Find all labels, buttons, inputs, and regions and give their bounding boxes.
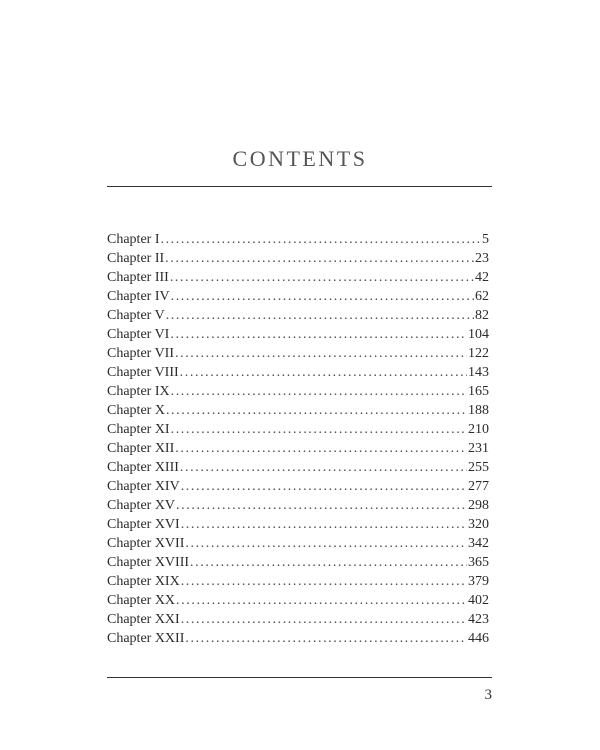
toc-leader-dots [176,496,467,515]
toc-chapter-label: Chapter IV [107,289,170,304]
toc-page-number: 255 [468,460,489,475]
toc-leader-dots [171,420,467,439]
toc-chapter-label: Chapter II [107,251,165,266]
toc-page-number: 62 [475,289,489,304]
toc-chapter-label: Chapter XIX [107,574,180,589]
toc-leader-dots [160,230,481,249]
toc-page-number: 298 [468,498,489,513]
toc-entry [107,572,489,591]
toc-entry [107,306,489,325]
toc-entry [107,382,489,401]
toc-leader-dots [176,591,467,610]
toc-page-number: 365 [468,555,489,570]
toc-entry [107,610,489,629]
toc-entry [107,230,489,249]
toc-chapter-label: Chapter XXII [107,631,185,646]
toc-page-number: 165 [468,384,489,399]
toc-entry [107,591,489,610]
toc-page-number: 122 [468,346,489,361]
toc-leader-dots [175,439,467,458]
toc-page-number: 402 [468,593,489,608]
toc-chapter-label: Chapter I [107,232,160,247]
toc-entry [107,420,489,439]
toc-page-number: 320 [468,517,489,532]
toc-leader-dots [181,515,467,534]
toc-page-number: 231 [468,441,489,456]
toc-entry [107,325,489,344]
toc-leader-dots [180,363,467,382]
toc-chapter-label: Chapter III [107,270,169,285]
toc-chapter-label: Chapter VI [107,327,170,342]
toc-entry [107,401,489,420]
page-title: CONTENTS [232,146,368,171]
toc-page-number: 379 [468,574,489,589]
toc-entry [107,534,489,553]
toc-entry [107,515,489,534]
toc-leader-dots [190,553,467,572]
toc-leader-dots [181,572,467,591]
toc-page-number: 104 [468,327,489,342]
toc-leader-dots [181,610,467,629]
toc-chapter-label: Chapter XIV [107,479,180,494]
toc-chapter-label: Chapter XVIII [107,555,190,570]
toc-entry [107,496,489,515]
toc-leader-dots [166,401,467,420]
toc-page-number: 446 [468,631,489,646]
toc-chapter-label: Chapter IX [107,384,170,399]
toc-leader-dots [180,458,467,477]
toc-chapter-label: Chapter XX [107,593,176,608]
toc-leader-dots [170,325,467,344]
toc-chapter-label: Chapter XXI [107,612,180,627]
toc-leader-dots [165,249,474,268]
toc-page-number: 82 [475,308,489,323]
toc-chapter-label: Chapter X [107,403,165,418]
toc-chapter-label: Chapter VIII [107,365,179,380]
table-of-contents [107,230,489,648]
toc-chapter-label: Chapter XV [107,498,176,513]
toc-chapter-label: Chapter XVII [107,536,185,551]
toc-leader-dots [175,344,467,363]
toc-page-number: 143 [468,365,489,380]
toc-page-number: 23 [475,251,489,266]
toc-leader-dots [166,306,474,325]
toc-leader-dots [185,534,467,553]
toc-entry [107,287,489,306]
toc-page-number: 5 [482,232,489,247]
toc-page-number: 342 [468,536,489,551]
toc-leader-dots [170,268,474,287]
toc-leader-dots [171,287,474,306]
toc-entry [107,344,489,363]
toc-page-number: 277 [468,479,489,494]
toc-page-number: 423 [468,612,489,627]
toc-chapter-label: Chapter XII [107,441,175,456]
toc-leader-dots [181,477,467,496]
toc-entry [107,458,489,477]
toc-entry [107,249,489,268]
toc-page-number: 210 [468,422,489,437]
toc-chapter-label: Chapter XI [107,422,170,437]
toc-chapter-label: Chapter XIII [107,460,179,475]
toc-leader-dots [185,629,467,648]
toc-page-number: 42 [475,270,489,285]
toc-entry [107,477,489,496]
toc-entry [107,363,489,382]
toc-chapter-label: Chapter XVI [107,517,180,532]
toc-chapter-label: Chapter V [107,308,165,323]
toc-page-number: 188 [468,403,489,418]
toc-entry [107,553,489,572]
page-number: 3 [484,687,492,703]
toc-chapter-label: Chapter VII [107,346,174,361]
toc-entry [107,439,489,458]
toc-leader-dots [171,382,467,401]
toc-entry [107,629,489,648]
top-divider [107,186,492,187]
bottom-divider [107,677,492,678]
toc-entry [107,268,489,287]
